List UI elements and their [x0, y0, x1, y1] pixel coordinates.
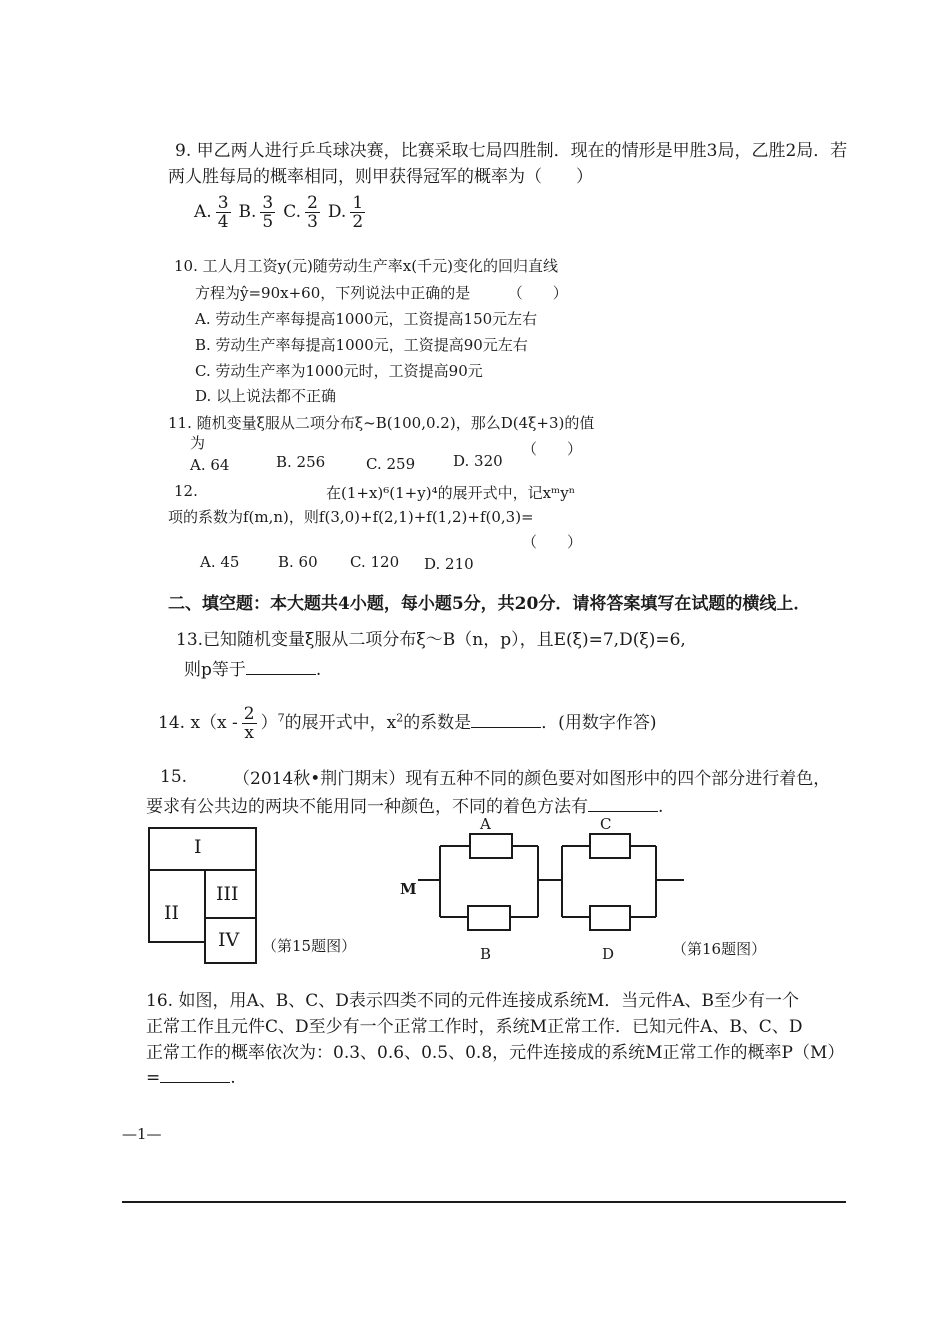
q9-line1: 9. 甲乙两人进行乒乓球决赛，比赛采取七局四胜制．现在的情形是甲胜3局，乙胜2局．若 — [175, 141, 848, 161]
q12-line1: 在(1+x)⁶(1+y)⁴的展开式中，记xᵐyⁿ — [326, 484, 576, 502]
label-d: D — [602, 945, 615, 963]
fraction-denominator: 2 — [352, 212, 364, 232]
fraction-numerator: 3 — [217, 193, 229, 213]
element-b — [468, 906, 510, 930]
q11-line2: 为 — [190, 434, 206, 452]
q15-line1: （2014秋•荆门期末）现有五种不同的颜色要对如图形中的四个部分进行着色， — [233, 769, 831, 789]
element-d — [590, 906, 630, 930]
element-a — [470, 834, 512, 858]
fraction-denominator: 4 — [217, 212, 229, 232]
q14-mid: 的展开式中，x — [284, 713, 397, 733]
q16-tail: . — [230, 1068, 236, 1088]
q14-prefix: 14. x（x - — [158, 713, 238, 733]
q11-option-d: D. 320 — [453, 452, 503, 470]
region-iv-label: IV — [218, 929, 240, 951]
q10-option-d: D. 以上说法都不正确 — [195, 387, 337, 405]
label-a: A — [480, 815, 491, 833]
q12-option-a: A. 45 — [200, 553, 240, 571]
region-iii-label: III — [216, 883, 239, 905]
section-heading: 二、填空题：本大题共4小题，每小题5分，共20分．请将答案填写在试题的横线上． — [168, 594, 811, 614]
fraction-numerator: 3 — [262, 193, 274, 213]
q13-line1: 13.已知随机变量ξ服从二项分布ξ～B（n，p），且E(ξ)=7,D(ξ)=6, — [176, 630, 686, 650]
q12-option-c: C. 120 — [350, 553, 400, 571]
q14-exponent2: 2 — [396, 711, 404, 725]
q12-paren: （ ） — [522, 533, 583, 551]
q10-line1: 10. 工人月工资y(元)随劳动生产率x(千元)变化的回归直线 — [174, 257, 558, 275]
q9-option-label: A. — [194, 202, 212, 222]
fraction-numerator: 1 — [352, 193, 364, 213]
q12-option-d: D. 210 — [424, 555, 474, 573]
fraction-denominator: 5 — [262, 212, 274, 232]
q10-option-a: A. 劳动生产率每提高1000元，工资提高150元左右 — [195, 310, 538, 328]
q15-number: 15. — [160, 767, 188, 787]
q14-tail: ．(用数字作答) — [541, 713, 657, 733]
q9-line2: 两人胜每局的概率相同，则甲获得冠军的概率为（ ） — [168, 167, 593, 187]
q15-tail: . — [658, 797, 664, 817]
q10-option-b: B. 劳动生产率每提高1000元，工资提高90元左右 — [195, 336, 528, 354]
q13-suffix: . — [315, 660, 322, 680]
q12-number: 12. — [174, 482, 198, 500]
element-c — [590, 834, 630, 858]
q14-denominator: x — [244, 723, 254, 743]
q16-line1: 16. 如图，用A、B、C、D表示四类不同的元件连接成系统M．当元件A、B至少有一个 — [146, 991, 800, 1011]
q16-answer-blank[interactable] — [160, 1064, 230, 1083]
q9-option-label: C. — [283, 202, 302, 222]
q16-line2: 正常工作且元件C、D至少有一个正常工作时，系统M正常工作．已知元件A、B、C、D — [146, 1017, 803, 1037]
q11-paren: （ ） — [522, 440, 583, 458]
q16-line4 — [146, 1064, 236, 1088]
q12-option-b: B. 60 — [278, 553, 318, 571]
label-b: B — [480, 945, 492, 963]
q14-exponent: 7 — [277, 711, 285, 725]
region-i-label: I — [194, 836, 202, 858]
q14-post: 的系数是 — [403, 713, 472, 733]
q11-option-c: C. 259 — [366, 455, 416, 473]
q11-option-b: B. 256 — [276, 453, 326, 471]
q14-line: 14. x（x - $\frac{2}{x}$ ）$^7$的展开式中，$x^2$的系数是 ．(用数字作答) — [158, 704, 657, 743]
q14-numerator: 2 — [243, 704, 255, 724]
q13-prefix: 则p等于 — [184, 660, 246, 680]
q9-option-label: B. — [238, 202, 257, 222]
page-number: —1— — [122, 1125, 162, 1143]
fraction-numerator: 2 — [307, 193, 318, 213]
footer-rule — [122, 1201, 846, 1203]
q16-line3: 正常工作的概率依次为：0.3、0.6、0.5、0.8，元件连接成的系统M正常工作的概率P（M） — [146, 1043, 845, 1063]
q9-option-label: D. — [327, 202, 347, 222]
q10-option-c: C. 劳动生产率为1000元时，工资提高90元 — [195, 362, 483, 380]
label-c: C — [600, 815, 612, 833]
figure-15-caption: （第15题图） — [262, 937, 357, 955]
q10-line2: 方程为ŷ=90x+60，下列说法中正确的是 （ ） — [195, 284, 568, 302]
q12-line2: 项的系数为f(m,n)，则f(3,0)+f(2,1)+f(1,2)+f(0,3)= — [168, 508, 534, 526]
q16-equals: = — [146, 1068, 161, 1088]
q11-line1: 11. 随机变量ξ服从二项分布ξ~B(100,0.2)，那么D(4ξ+3)的值 — [168, 414, 595, 432]
region-ii-label: II — [164, 902, 180, 924]
q15-text: 要求有公共边的两块不能用同一种颜色，不同的着色方法有 — [146, 797, 588, 817]
q11-option-a: A. 64 — [190, 456, 230, 474]
fraction-denominator: 3 — [307, 212, 318, 232]
figure-16-caption: （第16题图） — [672, 940, 767, 958]
label-m: M — [400, 880, 417, 898]
